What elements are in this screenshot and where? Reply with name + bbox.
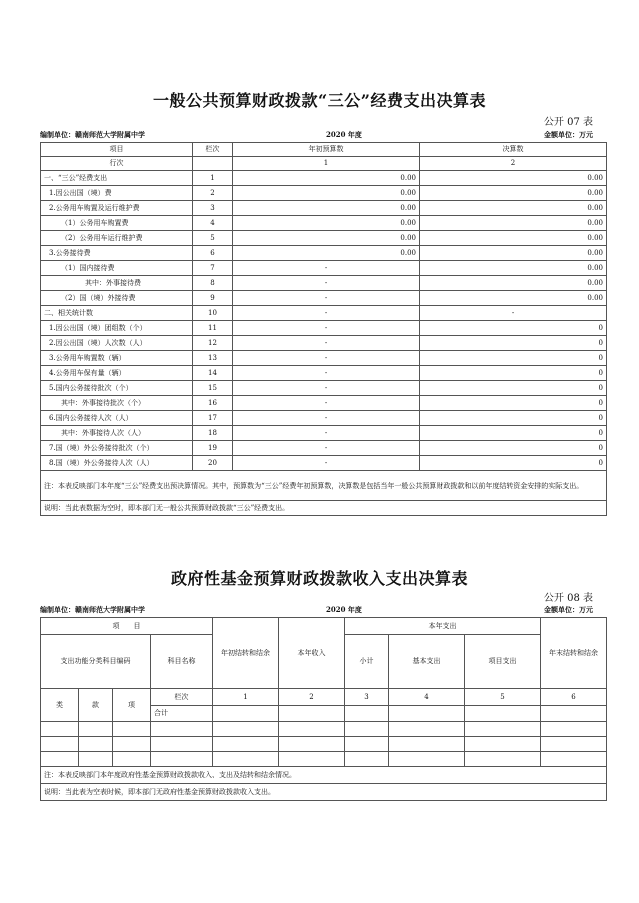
t08-header-income: 本年收入 <box>279 618 345 689</box>
t07-row-name: （1）公务用车购置费 <box>41 216 193 231</box>
t08-explanation: 说明：当此表为空表时候，即本部门无政府性基金预算财政拨款收入支出。 <box>41 784 607 801</box>
t07-row-name: 一、“三公”经费支出 <box>41 171 193 186</box>
t08-fiscal-year: 2020 年度 <box>326 605 362 614</box>
t07-data-row <box>41 426 607 441</box>
t08-header-carry-in: 年初结转和结余 <box>213 618 279 689</box>
t07-data-row <box>41 351 607 366</box>
t07-row-number: 20 <box>193 456 233 471</box>
t08-header-func-code: 支出功能分类科目编码 <box>41 635 151 689</box>
t07-row-number: 1 <box>193 171 233 186</box>
t07-row-number: 13 <box>193 351 233 366</box>
t07-row-name: 1.因公出国（境）费 <box>41 186 193 201</box>
t07-row-number: 8 <box>193 276 233 291</box>
t08-cell <box>113 722 151 737</box>
t07-row-name: 二、相关统计数 <box>41 306 193 321</box>
t07-row-name: （1）国内接待费 <box>41 261 193 276</box>
t07-row-name: 2.因公出国（境）人次数（人） <box>41 336 193 351</box>
t07-data-row <box>41 336 607 351</box>
t07-row-final: 0.00 <box>420 216 607 231</box>
t07-data-row <box>41 186 607 201</box>
t08-cell <box>79 722 113 737</box>
t07-row-budget: 0.00 <box>233 231 420 246</box>
t07-row-budget: 0.00 <box>233 171 420 186</box>
t07-row-name: 4.公务用车保有量（辆） <box>41 366 193 381</box>
t07-header-budget: 年初预算数 <box>233 143 420 157</box>
t08-cell <box>213 737 279 752</box>
t08-header-item: 项 目 <box>41 618 213 635</box>
t08-header-project: 项目支出 <box>465 635 541 689</box>
t08-header-carry-out: 年末结转和结余 <box>541 618 607 689</box>
t07-row-final: 0.00 <box>420 276 607 291</box>
t08-cell <box>345 722 389 737</box>
t07-row-name: 3.公务接待费 <box>41 246 193 261</box>
t08-col-no-5: 5 <box>465 689 541 706</box>
t07-row-number: 19 <box>193 441 233 456</box>
t07-data-row <box>41 231 607 246</box>
t08-header-expense: 本年支出 <box>345 618 541 635</box>
t08-compiling-unit: 编制单位：赣南师范大学附属中学 <box>40 605 145 614</box>
t07-row-number: 11 <box>193 321 233 336</box>
t08-col-no-3: 3 <box>345 689 389 706</box>
t07-row-name: （2）公务用车运行维护费 <box>41 231 193 246</box>
t07-row-name: 其中：外事接待批次（个） <box>41 396 193 411</box>
t08-cell <box>389 722 465 737</box>
t07-index-final: 2 <box>420 157 607 171</box>
t08-col-no-1: 1 <box>213 689 279 706</box>
t07-row-final: 0 <box>420 336 607 351</box>
t07-row-number: 6 <box>193 246 233 261</box>
t07-row-budget: 0.00 <box>233 216 420 231</box>
t07-table <box>40 142 607 516</box>
t07-row-name: 6.国内公务接待人次（人） <box>41 411 193 426</box>
t07-row-budget: 0.00 <box>233 246 420 261</box>
t08-cell <box>41 722 79 737</box>
t07-compiling-unit: 编制单位：赣南师范大学附属中学 <box>40 130 145 139</box>
t07-fiscal-year: 2020 年度 <box>326 130 362 139</box>
t07-data-row <box>41 411 607 426</box>
t08-cell <box>79 737 113 752</box>
t07-row-budget: - <box>233 381 420 396</box>
t07-note: 注：本表反映部门本年度“三公”经费支出预决算情况。其中，预算数为“三公”经费年初预算数，决算数是包括当年一般公共预算财政拨款和以前年度结转资金安排的实际支出。 <box>41 471 607 501</box>
t08-cell <box>345 737 389 752</box>
t08-empty-row <box>41 752 607 767</box>
t07-row-final: 0.00 <box>420 231 607 246</box>
t08-header-subject: 科目名称 <box>151 635 213 689</box>
t07-row-budget: - <box>233 456 420 471</box>
t08-explanation-row <box>41 784 607 801</box>
t07-explanation: 说明：当此表数据为空时，即本部门无一般公共预算财政拨款“三公”经费支出。 <box>41 501 607 516</box>
t07-row-name: （2）国（境）外接待费 <box>41 291 193 306</box>
t08-cell <box>151 737 213 752</box>
t07-row-final: 0.00 <box>420 246 607 261</box>
t08-cell <box>113 752 151 767</box>
t08-col-no-2: 2 <box>279 689 345 706</box>
t07-row-number: 7 <box>193 261 233 276</box>
t07-row-final: 0 <box>420 456 607 471</box>
t07-index-blank <box>193 157 233 171</box>
t07-row-final: 0 <box>420 321 607 336</box>
t08-cell <box>279 752 345 767</box>
t07-header-final: 决算数 <box>420 143 607 157</box>
t07-row-name: 1.因公出国（境）团组数（个） <box>41 321 193 336</box>
t08-cell <box>151 722 213 737</box>
t07-index-row <box>41 157 607 171</box>
t08-title: 政府性基金预算财政拨款收入支出决算表 <box>170 569 468 588</box>
t07-row-number: 4 <box>193 216 233 231</box>
t08-cell <box>541 737 607 752</box>
t07-row-final: 0 <box>420 441 607 456</box>
t07-row-name: 8.国（境）外公务接待人次（人） <box>41 456 193 471</box>
t08-total-label: 合计 <box>151 706 213 722</box>
t07-row-number: 5 <box>193 231 233 246</box>
t07-data-row <box>41 366 607 381</box>
t08-cell <box>541 706 607 722</box>
t08-note: 注：本表反映部门本年度政府性基金预算财政拨款收入、支出及结转和结余情况。 <box>41 767 607 784</box>
t07-form-number: 公开 07 表 <box>543 117 593 128</box>
t07-index-label: 行次 <box>41 157 193 171</box>
t08-header-kuan: 款 <box>79 689 113 722</box>
t07-row-final: - <box>420 306 607 321</box>
t07-row-budget: - <box>233 261 420 276</box>
t08-cell <box>389 737 465 752</box>
t07-row-final: 0.00 <box>420 186 607 201</box>
t08-cell <box>465 737 541 752</box>
t07-explanation-row <box>41 501 607 516</box>
t08-table <box>40 617 607 801</box>
t07-data-row <box>41 441 607 456</box>
t07-row-number: 2 <box>193 186 233 201</box>
t08-cell <box>541 722 607 737</box>
t07-row-budget: - <box>233 441 420 456</box>
t08-cell <box>113 737 151 752</box>
t08-cell <box>279 737 345 752</box>
t07-row-number: 17 <box>193 411 233 426</box>
t07-row-number: 12 <box>193 336 233 351</box>
t07-index-budget: 1 <box>233 157 420 171</box>
t07-row-name: 其中：外事接待费 <box>41 276 193 291</box>
t07-row-budget: 0.00 <box>233 201 420 216</box>
t07-data-row <box>41 276 607 291</box>
t08-header-lei: 类 <box>41 689 79 722</box>
t07-row-name: 其中：外事接待人次（人） <box>41 426 193 441</box>
t07-data-row <box>41 246 607 261</box>
t07-row-final: 0 <box>420 381 607 396</box>
t07-data-row <box>41 321 607 336</box>
t08-cell <box>465 722 541 737</box>
t08-note-row <box>41 767 607 784</box>
t08-amount-unit: 金额单位：万元 <box>544 605 593 614</box>
t07-row-budget: - <box>233 351 420 366</box>
t07-title: 一般公共预算财政拨款“三公”经费支出决算表 <box>153 91 486 110</box>
t07-data-row <box>41 456 607 471</box>
t07-row-final: 0 <box>420 396 607 411</box>
t08-cell <box>465 706 541 722</box>
t08-cell <box>389 706 465 722</box>
t07-data-row <box>41 261 607 276</box>
t08-col-no-4: 4 <box>389 689 465 706</box>
t08-cell <box>213 706 279 722</box>
t07-row-budget: 0.00 <box>233 186 420 201</box>
t07-header-row <box>41 143 607 157</box>
t07-row-number: 14 <box>193 366 233 381</box>
t07-row-final: 0.00 <box>420 171 607 186</box>
t07-header-item: 项目 <box>41 143 193 157</box>
t08-cell <box>541 752 607 767</box>
t07-amount-unit: 金额单位：万元 <box>544 130 593 139</box>
t08-cell <box>279 722 345 737</box>
t07-row-budget: - <box>233 276 420 291</box>
t07-row-budget: - <box>233 321 420 336</box>
t08-cell <box>151 752 213 767</box>
t07-data-row <box>41 171 607 186</box>
t07-data-row <box>41 291 607 306</box>
t08-empty-row <box>41 737 607 752</box>
t07-data-row <box>41 201 607 216</box>
t08-header-subtotal: 小计 <box>345 635 389 689</box>
t07-row-number: 18 <box>193 426 233 441</box>
t08-header-row-4 <box>41 689 607 706</box>
t07-row-budget: - <box>233 366 420 381</box>
t07-row-final: 0 <box>420 366 607 381</box>
t08-empty-row <box>41 722 607 737</box>
t08-cell <box>465 752 541 767</box>
t07-row-budget: - <box>233 306 420 321</box>
t07-row-number: 3 <box>193 201 233 216</box>
t07-row-final: 0.00 <box>420 291 607 306</box>
t07-data-row <box>41 216 607 231</box>
t07-row-number: 16 <box>193 396 233 411</box>
t08-header-xiang: 项 <box>113 689 151 722</box>
t07-note-row <box>41 471 607 501</box>
t08-cell <box>389 752 465 767</box>
t08-cell <box>41 752 79 767</box>
t08-cell <box>345 752 389 767</box>
t07-row-final: 0 <box>420 426 607 441</box>
t07-row-number: 9 <box>193 291 233 306</box>
t08-cell <box>279 706 345 722</box>
t07-row-final: 0.00 <box>420 261 607 276</box>
t07-header-col: 栏次 <box>193 143 233 157</box>
t07-row-budget: - <box>233 291 420 306</box>
t08-cell <box>213 752 279 767</box>
t08-header-row-1 <box>41 618 607 635</box>
t07-row-final: 0 <box>420 351 607 366</box>
t07-row-name: 3.公务用车购置数（辆） <box>41 351 193 366</box>
t08-cell <box>41 737 79 752</box>
t07-row-number: 10 <box>193 306 233 321</box>
t08-header-basic: 基本支出 <box>389 635 465 689</box>
t07-row-name: 2.公务用车购置及运行维护费 <box>41 201 193 216</box>
t08-form-number: 公开 08 表 <box>543 593 593 604</box>
t08-cell <box>79 752 113 767</box>
t07-row-final: 0 <box>420 411 607 426</box>
t07-row-budget: - <box>233 426 420 441</box>
t07-row-name: 7.国（境）外公务接待批次（个） <box>41 441 193 456</box>
t08-header-col: 栏次 <box>151 689 213 706</box>
t07-row-budget: - <box>233 411 420 426</box>
t07-row-final: 0.00 <box>420 201 607 216</box>
t07-data-row <box>41 381 607 396</box>
t07-data-row <box>41 306 607 321</box>
t08-cell <box>345 706 389 722</box>
t07-data-row <box>41 396 607 411</box>
t07-row-number: 15 <box>193 381 233 396</box>
t07-row-budget: - <box>233 396 420 411</box>
t08-cell <box>213 722 279 737</box>
t07-row-budget: - <box>233 336 420 351</box>
t08-col-no-6: 6 <box>541 689 607 706</box>
t07-row-name: 5.国内公务接待批次（个） <box>41 381 193 396</box>
